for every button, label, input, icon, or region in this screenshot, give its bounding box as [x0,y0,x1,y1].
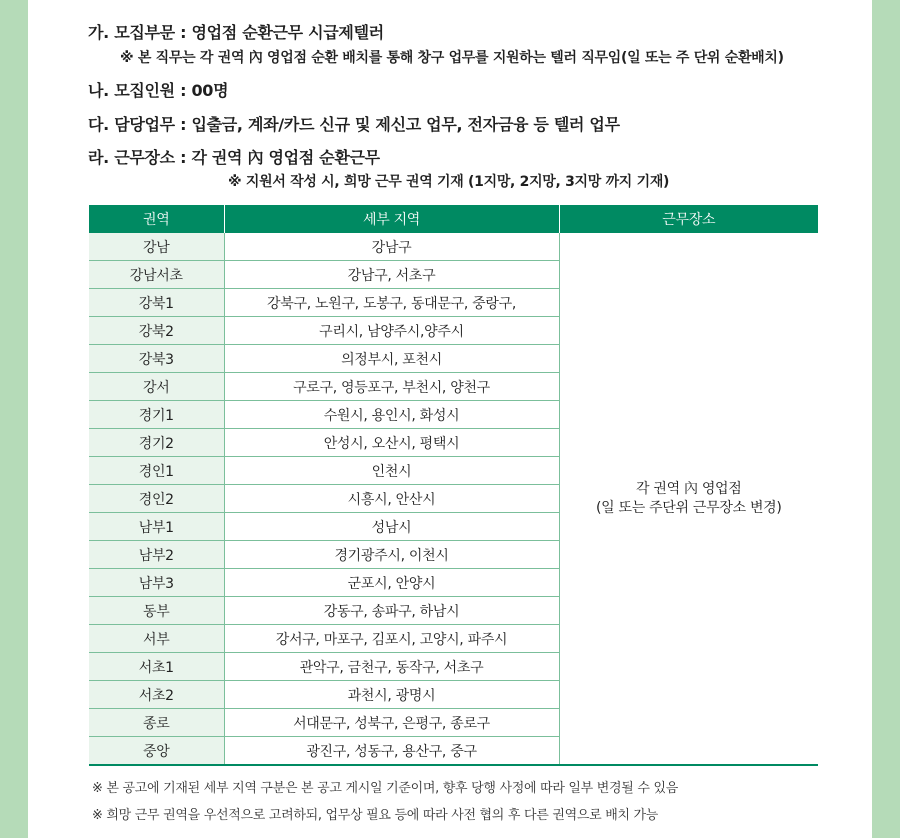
duties: 다. 담당업무 : 입출금, 계좌/카드 신규 및 제신고 업무, 전자금융 등 텔러 업무 [88,115,620,134]
region-cell: 남부3 [89,569,224,597]
detail-cell: 강남구 [224,233,559,261]
workplace-line-1: 각 권역 內 영업점 [636,480,742,497]
footnote-1: ※ 본 공고에 기재된 세부 지역 구분은 본 공고 게시일 기준이며, 향후 당행 사정에 따라 일부 변경될 수 있음 [92,781,678,796]
header-workplace: 근무장소 [559,205,818,233]
region-cell: 남부2 [89,541,224,569]
detail-cell: 구로구, 영등포구, 부천시, 양천구 [224,373,559,401]
region-cell: 강북3 [89,345,224,373]
detail-cell: 강북구, 노원구, 도봉구, 동대문구, 중랑구, [224,289,559,317]
recruit-count: 나. 모집인원 : 00명 [88,81,229,100]
recruit-field: 가. 모집부문 : 영업점 순환근무 시급제텔러 [88,23,384,42]
region-cell: 서초2 [89,681,224,709]
header-region: 권역 [89,205,224,233]
table-header-row [89,205,818,233]
work-location: 라. 근무장소 : 각 권역 內 영업점 순환근무 [88,148,380,167]
region-cell: 남부1 [89,513,224,541]
region-cell: 동부 [89,597,224,625]
work-location-note: ※ 지원서 작성 시, 희망 근무 권역 기재 (1지망, 2지망, 3지망 까지 기재) [228,174,670,190]
detail-cell: 서대문구, 성북구, 은평구, 종로구 [224,709,559,737]
detail-cell: 관악구, 금천구, 동작구, 서초구 [224,653,559,681]
detail-cell: 수원시, 용인시, 화성시 [224,401,559,429]
region-cell: 강남 [89,233,224,261]
region-cell: 강서 [89,373,224,401]
detail-cell: 구리시, 남양주시,양주시 [224,317,559,345]
recruit-field-note: ※ 본 직무는 각 권역 內 영업점 순환 배치를 통해 창구 업무를 지원하는 텔러 직무임(일 또는 주 단위 순환배치) [120,50,784,66]
detail-cell: 강남구, 서초구 [224,261,559,289]
workplace-line-2: (일 또는 주단위 근무장소 변경) [595,499,782,516]
region-cell: 경인2 [89,485,224,513]
detail-cell: 의정부시, 포천시 [224,345,559,373]
region-cell: 강북1 [89,289,224,317]
table-row [89,233,818,261]
detail-cell: 강서구, 마포구, 김포시, 고양시, 파주시 [224,625,559,653]
workplace-cell [559,233,818,765]
region-table [89,205,818,766]
detail-cell: 경기광주시, 이천시 [224,541,559,569]
region-cell: 경기2 [89,429,224,457]
detail-cell: 시흥시, 안산시 [224,485,559,513]
region-cell: 서부 [89,625,224,653]
region-cell: 강북2 [89,317,224,345]
detail-cell: 성남시 [224,513,559,541]
region-cell: 종로 [89,709,224,737]
region-cell: 경인1 [89,457,224,485]
detail-cell: 강동구, 송파구, 하남시 [224,597,559,625]
detail-cell: 과천시, 광명시 [224,681,559,709]
region-table-body [89,233,818,765]
footnote-2: ※ 희망 근무 권역을 우선적으로 고려하되, 업무상 필요 등에 따라 사전 협의 후 다른 권역으로 배치 가능 [92,808,659,823]
recruitment-notice-page [28,0,872,838]
detail-cell: 인천시 [224,457,559,485]
detail-cell: 안성시, 오산시, 평택시 [224,429,559,457]
region-cell: 경기1 [89,401,224,429]
region-cell: 중앙 [89,737,224,766]
detail-cell: 군포시, 안양시 [224,569,559,597]
header-detail: 세부 지역 [224,205,559,233]
region-cell: 서초1 [89,653,224,681]
detail-cell: 광진구, 성동구, 용산구, 중구 [224,737,559,766]
region-cell: 강남서초 [89,261,224,289]
